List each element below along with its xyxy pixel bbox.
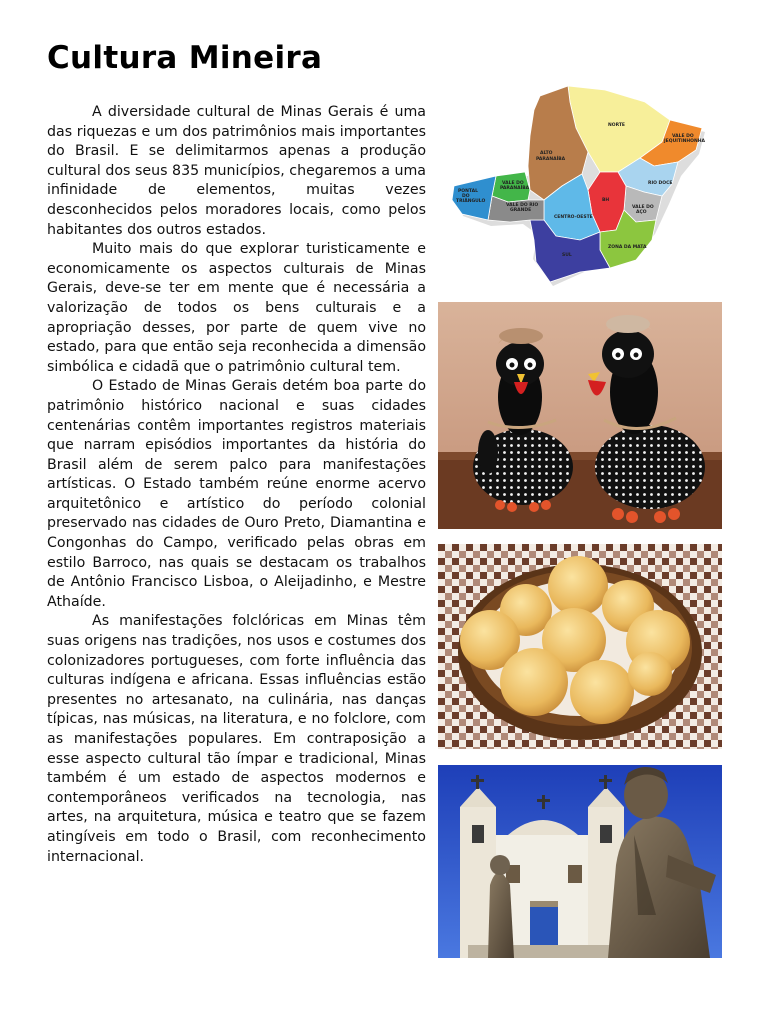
svg-text:VALE DO: VALE DO [502, 181, 524, 186]
svg-text:VALE DO: VALE DO [632, 205, 654, 210]
svg-text:PONTAL: PONTAL [458, 189, 478, 194]
svg-text:JEQUITINHONHA: JEQUITINHONHA [664, 139, 706, 144]
svg-text:PARANAÍBA: PARANAÍBA [536, 157, 566, 162]
svg-text:GRANDE: GRANDE [510, 208, 532, 213]
svg-text:VALE DO: VALE DO [672, 134, 694, 139]
svg-text:RIO DOCE: RIO DOCE [648, 181, 673, 186]
regions-map-image [440, 80, 722, 288]
page-title: Cultura Mineira [47, 40, 323, 76]
svg-text:TRIÂNGULO: TRIÂNGULO [456, 199, 486, 204]
paragraph: A diversidade cultural de Minas Gerais é uma das riquezas e um dos patrimônios mais importantes do Brasil. E se delimitarmos apenas a produção cultural dos seus 835 municípios, chegaremos a uma infinidade de elementos, muitas vezes desconhecidos pelos moradores locais, como pelos habitantes dos outros estados. [47, 104, 426, 238]
svg-text:SUL: SUL [562, 253, 572, 258]
cheese-bread-photo [438, 544, 722, 749]
svg-text:CENTRO-OESTE: CENTRO-OESTE [554, 215, 593, 220]
svg-text:NORTE: NORTE [608, 123, 625, 128]
svg-text:AÇO: AÇO [636, 210, 647, 215]
svg-text:BH: BH [602, 198, 610, 203]
paragraph: As manifestações folclóricas em Minas têm suas origens nas tradições, nos usos e costumes dos colonizadores portugueses, com forte influência das culturas indígena e africana. Essas influências estão presentes no artesanato, na culinária, nas danças típicas, nas músicas, na literatura, e no folclore, com as manifestações populares. Em contraposição a esse aspecto cultural tão ímpar e tradicional, Minas também é um estado de aspectos modernos e contemporâneos verificados na tecnologia, nas artes, na arquitetura, música e teatro que se fazem atingíveis em todo o Brasil, com reconhecimento internacional. [47, 613, 426, 865]
ceramic-hens-photo [438, 302, 722, 529]
svg-text:DO: DO [462, 194, 470, 199]
svg-text:ZONA DA MATA: ZONA DA MATA [608, 245, 647, 250]
paragraph: Muito mais do que explorar turisticamente e economicamente os aspectos culturais de Minas Gerais, deve-se ter em mente que é necessária a valorização de todos os bens culturais e a apropriação desses, por parte de quem vive no estado, para que então seja reconhecida a dimensão simbólica e cidadã que o patrimônio cultural tem. [47, 241, 426, 375]
church-prophet-statue-photo [438, 765, 722, 958]
map-region-pontal-triangulo [452, 176, 496, 220]
paragraph: O Estado de Minas Gerais detém boa parte do patrimônio histórico nacional e suas cidades centenárias contêm importantes registros materiais que narram episódios importantes da história do Brasil além de serem palco para manifestações artísticas. O Estado também reúne enorme acervo arquitetônico e artístico do período colonial preservado nas cidades de Ouro Preto, Diamantina e Congonhas do Campo, verificado pelas obras em estilo Barroco, nas quais se destacam os trabalhos de Antônio Francisco Lisboa, o Aleijadinho, e Mestre Athaíde. [47, 378, 426, 610]
article-body [47, 103, 426, 867]
svg-text:VALE DO RIO: VALE DO RIO [506, 203, 539, 208]
svg-text:PARANAÍBA: PARANAÍBA [500, 186, 530, 191]
svg-text:ALTO: ALTO [540, 151, 553, 156]
